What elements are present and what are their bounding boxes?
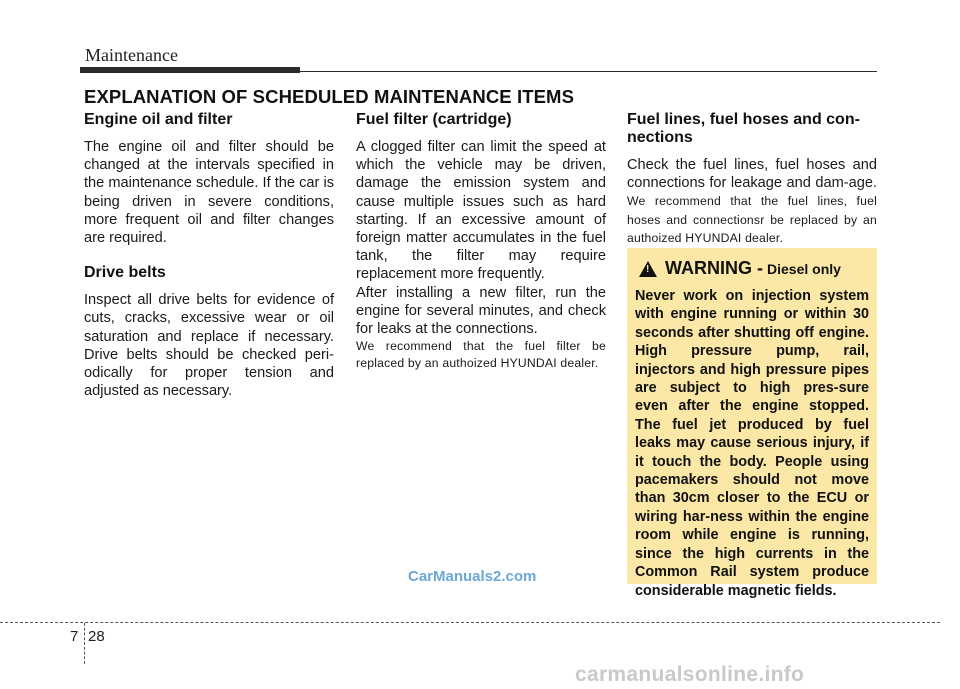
warning-header <box>635 258 869 279</box>
drive-belts-text: Inspect all drive belts for evidence of cuts, cracks, excessive wear or oil saturation and replace if necessary. Drive belts should be checked peri-odically for proper tension and adjusted as necessary. <box>84 292 334 400</box>
warning-box <box>627 248 877 599</box>
header-title: Maintenance <box>85 45 178 65</box>
fuel-filter-text-3: We recommend that the fuel filter be replaced by an authoized HYUNDAI dealer. <box>356 339 606 371</box>
chapter-number: 7 <box>70 628 79 645</box>
engine-oil-heading: Engine oil and filter <box>84 111 233 128</box>
fuel-lines-text-small: We recommend that the fuel lines, fuel hoses and connectionsr be replaced by an authoized HYUNDAI dealer. <box>627 194 877 245</box>
page-number: 28 <box>88 628 105 645</box>
section-title: EXPLANATION OF SCHEDULED MAINTENANCE ITEMS <box>84 86 575 107</box>
footer-divider <box>0 622 940 623</box>
warning-subtitle: Diesel only <box>767 260 841 277</box>
fuel-filter-text-1: A clogged filter can limit the speed at which the vehicle may be driven, damage the emission system and cause multiple issues such as hard starting. If an excessive amount of foreign matter accumulates in the fuel tank, the filter may require replacement more frequently. <box>356 139 606 283</box>
fuel-lines-text <box>627 156 877 247</box>
warning-triangle-icon: ! <box>639 261 657 277</box>
fuel-lines-heading: Fuel lines, fuel hoses and con-nections <box>627 111 860 146</box>
site-watermark: carmanualsonline.info <box>575 663 805 686</box>
fuel-filter-heading: Fuel filter (cartridge) <box>356 111 512 128</box>
header-rule-thick <box>80 67 300 73</box>
warning-title: WARNING - <box>665 258 763 278</box>
warning-text: Never work on injection system with engine running or within 30 seconds after shutting off engine. High pressure pump, rail, injectors and high pressure pipes are subject to high pres-sure even after the engine stopped. The fuel jet produced by fuel leaks may cause serious injury, if it touch the body. People using pacemakers should not move than 30cm closer to the ECU or wiring har-ness within the engine room while engine is running, since the high currents in the Common Rail system produce considerable magnetic fields. <box>635 288 869 599</box>
column-middle <box>356 111 606 372</box>
column-right <box>627 111 877 247</box>
footer-vertical-divider <box>84 623 85 664</box>
fuel-filter-text-2: After installing a new filter, run the engine for several minutes, and check for leaks at the connections. <box>356 284 606 338</box>
watermark: CarManuals2.com <box>408 568 537 585</box>
header-rule-thin <box>300 71 877 72</box>
engine-oil-text: The engine oil and filter should be changed at the intervals specified in the maintenance schedule. If the car is being driven in severe conditions, more frequent oil and filter changes are required. <box>84 139 334 247</box>
drive-belts-heading: Drive belts <box>84 264 166 282</box>
column-left <box>84 111 334 400</box>
fuel-lines-text-main: Check the fuel lines, fuel hoses and connections for leakage and dam-age. <box>627 157 877 192</box>
